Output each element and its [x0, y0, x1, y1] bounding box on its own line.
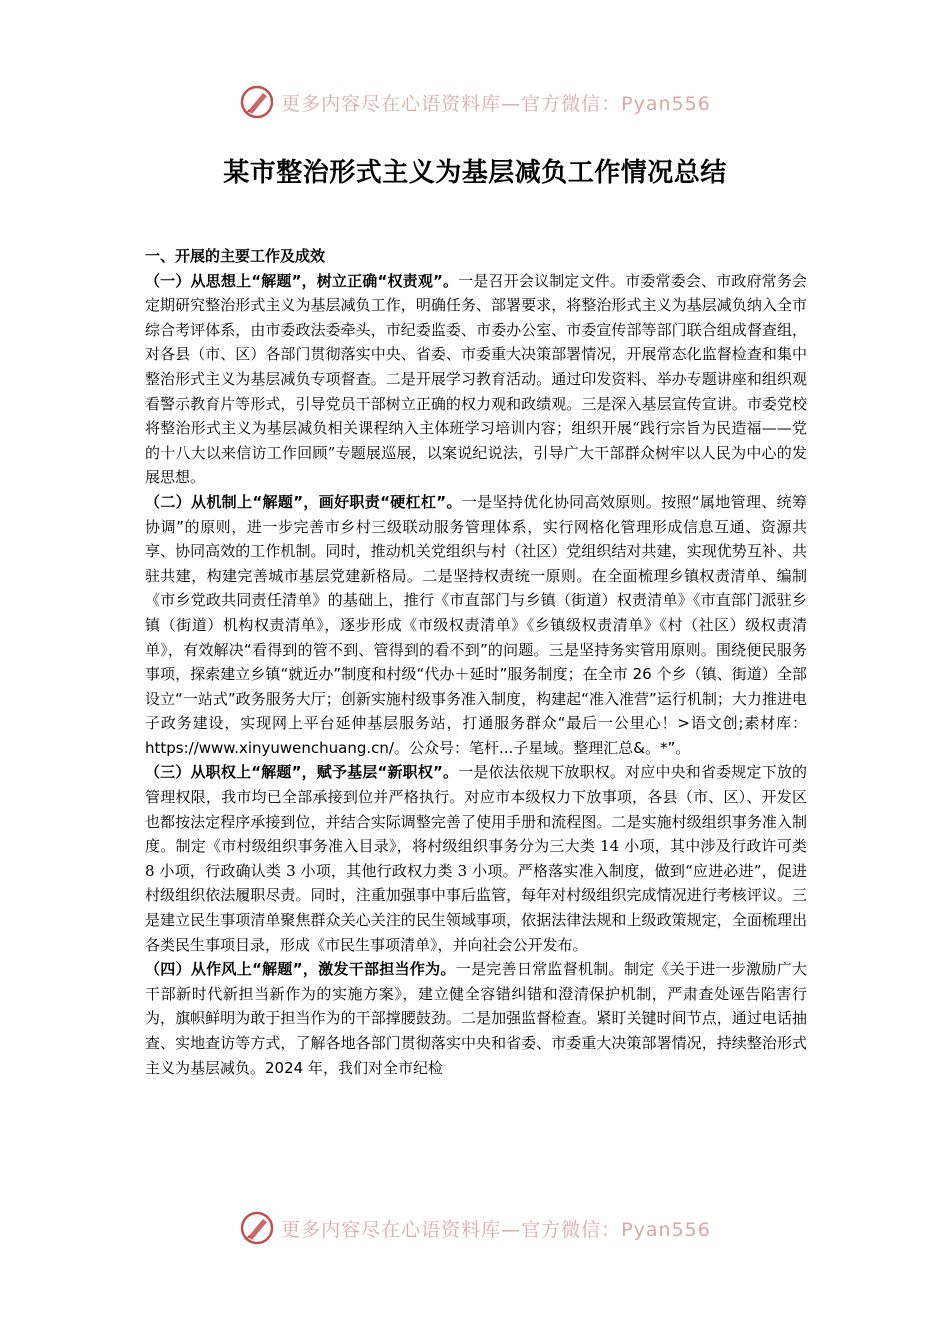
paragraph-2-body: 一是坚持优化协同高效原则。按照“属地管理、统筹协调”的原则，进一步完善市乡村三级联动服务管理体系，实行网格化管理形成信息互通、资源共享、协同高效的工作机制。同时，推动机关党组织与村（社区）党组织结对共建，实现优势互补、共驻共建，构建完善城市基层党建新格局。二是坚持权责统一原则。在全面梳理乡镇权责清单、编制《市乡党政共同责任清单》的基础上，推行《市直部门与乡镇（街道）权责清单》《市直部门派驻乡镇（街道）机构权责清单》，逐步形成《市级权责清单》《乡镇级权责清单》《村（社区）级权责清单》，有效解决“看得到的管不到、管得到的看不到”的问题。三是坚持务实管用原则。围绕便民服务事项，探索建立乡镇“就近办”制度和村级“代办＋延时”服务制度；在全市 26 个乡（镇、街道）全部设立“一站式”政务服务大厅；创新实施村级事务准入制度，构建起“准入准营”运行机制；大力推进电子政务建设，实现网上平台延伸基层服务站，打通服务群众“最后一公里心！>语文创;素材库：https://www.xinyuwenchuang.cn/。公众号：笔杆...子星域。整理汇总&。*”。: [145, 492, 807, 757]
paragraph-1-head: （一）从思想上“解题”，树立正确“权责观”。: [145, 271, 459, 290]
paragraph-1: [145, 269, 807, 490]
document-title: 某市整治形式主义为基层减负工作情况总结: [223, 158, 727, 188]
paragraph-3-body: 一是依法依规下放职权。对应中央和省委规定下放的管理权限，我市均已全部承接到位并严格执行。对应市本级权力下放事项，各县（市、区）、开发区也都按法定程序承接到位，并结合实际调整完善了使用手册和流程图。二是实施村级组织事务准入制度。制定《市村级组织事务准入目录》，将村级组织事务分为三大类 14 小项，其中涉及行政许可类 8 小项，行政确认类 3 小项，其他行政权力类 3 小项。严格落实准入制度，做到“应进必进”，促进村级组织依法履职尽责。同时，注重加强事中事后监管，每年对村级组织完成情况进行考核评议。三是建立民生事项清单聚焦群众关心关注的民生领域事项，依据法律法规和上级政策规定，全面梳理出各类民生事项目录，形成《市民生事项清单》，并向社会公开发布。: [145, 763, 807, 954]
paragraph-1-body: 一是召开会议制定文件。市委常委会、市政府常务会定期研究整治形式主义为基层减负工作，明确任务、部署要求，将整治形式主义为基层减负纳入全市综合考评体系，由市委政法委牵头，市纪委监委、市委办公室、市委宣传部等部门联合组成督查组，对各县（市、区）各部门贯彻落实中央、省委、市委重大决策部署情况，开展常态化监督检查和集中整治形式主义为基层减负专项督查。二是开展学习教育活动。通过印发资料、举办专题讲座和组织观看警示教育片等形式，引导党员干部树立正确的权力观和政绩观。三是深入基层宣传宣讲。市委党校将整治形式主义为基层减负相关课程纳入主体班学习培训内容；组织开展“践行宗旨为民造福——党的十八大以来信访工作回顾”专题展巡展，以案说纪说法，引导广大干部群众树牢以人民为中心的发展思想。: [145, 271, 807, 487]
paragraph-3-head: （三）从职权上“解题”，赋予基层“新职权”。: [145, 763, 459, 782]
section-heading: 一、开展的主要工作及成效: [145, 247, 326, 265]
watermark-code: Pyan556: [621, 92, 711, 115]
watermark-header: [0, 82, 950, 122]
watermark-footer: [0, 1208, 950, 1248]
document-body: [145, 244, 807, 1080]
paragraph-2-head: （二）从机制上“解题”，画好职责“硬杠杠”。: [145, 492, 462, 511]
paragraph-4-head: （四）从作风上“解题”，激发干部担当作为。: [145, 960, 456, 979]
watermark-text: 更多内容尽在心语资料库—官方微信：Pyan556: [281, 1218, 711, 1241]
pen-logo-icon: [239, 1210, 275, 1246]
watermark-text: 更多内容尽在心语资料库—官方微信：Pyan556: [281, 92, 711, 115]
paragraph-4: [145, 957, 807, 1080]
paragraph-3: [145, 760, 807, 957]
paragraph-2: [145, 490, 807, 761]
watermark-code: Pyan556: [621, 1218, 711, 1241]
pen-logo-icon: [239, 84, 275, 120]
paragraph-4-body: 一是完善日常监督机制。制定《关于进一步激励广大干部新时代新担当新作为的实施方案》，建立健全容错纠错和澄清保护机制，严肃查处诬告陷害行为，旗帜鲜明为敢于担当作为的干部撑腰鼓劲。二是加强监督检查。紧盯关键时间节点，通过电话抽查、实地查访等方式，了解各地各部门贯彻落实中央和省委、市委重大决策部署情况，持续整治形式主义为基层减负。2024 年，我们对全市纪检: [145, 960, 807, 1077]
